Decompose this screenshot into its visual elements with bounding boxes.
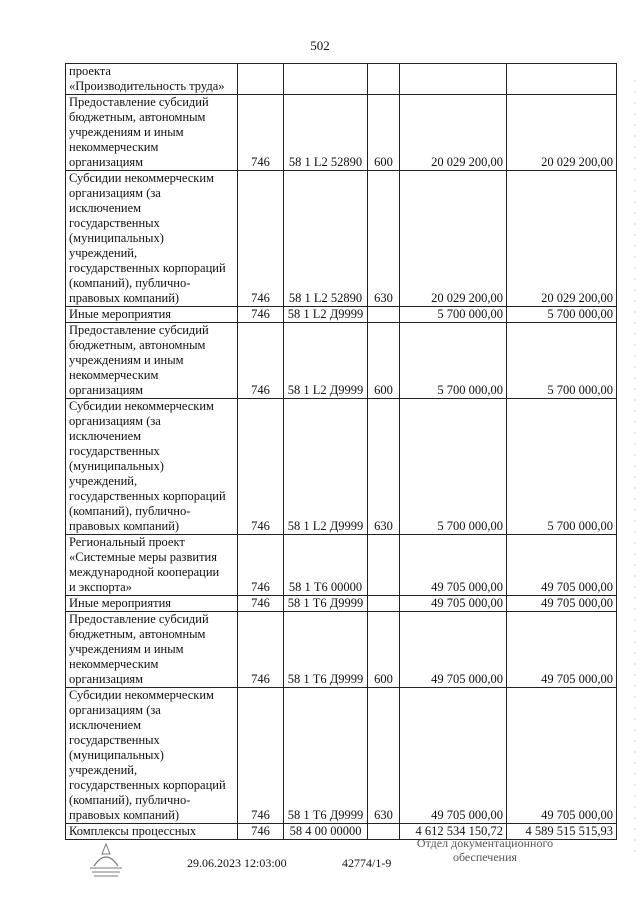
- amount-1-cell: 20 029 200,00: [400, 95, 507, 171]
- row-name-line: учреждениям и иным: [69, 125, 184, 139]
- row-name-line: «Системные меры развития: [69, 550, 217, 564]
- row-name-line: организациям (за: [69, 414, 161, 428]
- row-name-line: (муниципальных): [69, 748, 164, 762]
- target-code-cell: 58 1 L2 52890: [284, 95, 368, 171]
- target-code-cell: 58 1 Т6 00000: [284, 535, 368, 596]
- amount-1-cell: 49 705 000,00: [400, 596, 507, 612]
- table-row: [66, 399, 617, 535]
- expense-type-cell: 630: [368, 399, 400, 535]
- expense-type-cell: 630: [368, 688, 400, 824]
- table-row: [66, 95, 617, 171]
- expense-type-cell: [368, 307, 400, 323]
- row-name-line: учреждениям и иным: [69, 353, 184, 367]
- department-stamp: [390, 836, 580, 864]
- row-name-line: (компаний), публично-: [69, 504, 191, 518]
- amount-2-cell: 5 700 000,00: [507, 307, 617, 323]
- budget-table: [65, 63, 617, 840]
- expense-type-cell: 600: [368, 323, 400, 399]
- ministry-code-cell: 746: [238, 688, 284, 824]
- amount-2-cell: 5 700 000,00: [507, 399, 617, 535]
- amount-1-cell: 4 612 534 150,72: [400, 824, 507, 840]
- row-name-line: международной кооперации: [69, 565, 220, 579]
- row-name-line: Предоставление субсидий: [69, 612, 209, 626]
- ministry-code-cell: 746: [238, 612, 284, 688]
- row-name-line: некоммерческим: [69, 140, 159, 154]
- target-code-cell: 58 1 L2 Д9999: [284, 399, 368, 535]
- row-name-cell: [66, 824, 238, 840]
- amount-2-cell: 49 705 000,00: [507, 535, 617, 596]
- row-name-cell: [66, 596, 238, 612]
- row-name-line: (компаний), публично-: [69, 793, 191, 807]
- stamp-line-1: Отдел документационного: [416, 836, 554, 850]
- row-name-line: правовых компаний): [69, 291, 180, 305]
- target-code-cell: 58 1 Т6 Д9999: [284, 612, 368, 688]
- row-name-line: бюджетным, автономным: [69, 338, 206, 352]
- row-name-cell: [66, 307, 238, 323]
- row-name-line: «Производительность труда»: [69, 79, 225, 93]
- row-name-cell: [66, 323, 238, 399]
- row-name-line: некоммерческим: [69, 657, 159, 671]
- table-row: [66, 307, 617, 323]
- row-name-line: (муниципальных): [69, 231, 164, 245]
- ministry-code-cell: 746: [238, 596, 284, 612]
- table-row: [66, 596, 617, 612]
- row-name-line: Предоставление субсидий: [69, 95, 209, 109]
- amount-2-cell: 20 029 200,00: [507, 171, 617, 307]
- row-name-line: (компаний), публично-: [69, 276, 191, 290]
- amount-2-cell: 49 705 000,00: [507, 612, 617, 688]
- amount-1-cell: [400, 64, 507, 95]
- row-name-line: Субсидии некоммерческим: [69, 171, 214, 185]
- row-name-line: учреждениям и иным: [69, 642, 184, 656]
- target-code-cell: [284, 64, 368, 95]
- target-code-cell: 58 1 L2 Д9999: [284, 307, 368, 323]
- row-name-line: организациям: [69, 155, 144, 169]
- ministry-code-cell: 746: [238, 535, 284, 596]
- row-name-line: государственных: [69, 216, 160, 230]
- row-name-line: государственных корпораций: [69, 489, 226, 503]
- row-name-line: исключением: [69, 429, 142, 443]
- expense-type-cell: [368, 64, 400, 95]
- row-name-line: организациям (за: [69, 703, 161, 717]
- table-row: [66, 64, 617, 95]
- row-name-line: Иные мероприятия: [69, 307, 172, 321]
- target-code-cell: 58 1 L2 Д9999: [284, 323, 368, 399]
- ministry-code-cell: 746: [238, 307, 284, 323]
- expense-type-cell: 630: [368, 171, 400, 307]
- row-name-cell: [66, 399, 238, 535]
- row-name-line: бюджетным, автономным: [69, 110, 206, 124]
- row-name-line: Субсидии некоммерческим: [69, 399, 214, 413]
- amount-1-cell: 20 029 200,00: [400, 171, 507, 307]
- page-number: 502: [310, 38, 330, 53]
- expense-type-cell: [368, 535, 400, 596]
- row-name-line: правовых компаний): [69, 808, 180, 822]
- expense-type-cell: [368, 596, 400, 612]
- row-name-line: учреждений,: [69, 763, 138, 777]
- amount-2-cell: 49 705 000,00: [507, 596, 617, 612]
- row-name-cell: [66, 171, 238, 307]
- ministry-code-cell: 746: [238, 95, 284, 171]
- amount-1-cell: 5 700 000,00: [400, 323, 507, 399]
- row-name-line: государственных: [69, 733, 160, 747]
- footer-doc-id: 42774/1-9: [342, 856, 392, 870]
- row-name-cell: [66, 535, 238, 596]
- amount-2-cell: 49 705 000,00: [507, 688, 617, 824]
- row-name-cell: [66, 64, 238, 95]
- logo-icon: [84, 840, 128, 880]
- stamp-line-2: обеспечения: [452, 850, 518, 864]
- ministry-code-cell: 746: [238, 323, 284, 399]
- row-name-line: учреждений,: [69, 246, 138, 260]
- footer-date: 29.06.2023 12:03:00: [187, 856, 287, 870]
- ministry-code-cell: [238, 64, 284, 95]
- table-row: [66, 171, 617, 307]
- row-name-line: проекта: [69, 64, 111, 78]
- row-name-line: организациям: [69, 672, 144, 686]
- target-code-cell: 58 1 Т6 Д9999: [284, 596, 368, 612]
- row-name-cell: [66, 688, 238, 824]
- row-name-line: Предоставление субсидий: [69, 323, 209, 337]
- expense-type-cell: 600: [368, 612, 400, 688]
- amount-1-cell: 49 705 000,00: [400, 688, 507, 824]
- row-name-line: исключением: [69, 201, 142, 215]
- ministry-code-cell: 746: [238, 399, 284, 535]
- table-row: [66, 323, 617, 399]
- row-name-line: государственных корпораций: [69, 261, 226, 275]
- amount-2-cell: 5 700 000,00: [507, 323, 617, 399]
- row-name-line: Иные мероприятия: [69, 596, 172, 610]
- row-name-line: учреждений,: [69, 474, 138, 488]
- amount-1-cell: 5 700 000,00: [400, 399, 507, 535]
- row-name-line: организациям: [69, 383, 144, 397]
- target-code-cell: 58 1 Т6 Д9999: [284, 688, 368, 824]
- ministry-code-cell: 746: [238, 171, 284, 307]
- amount-1-cell: 49 705 000,00: [400, 612, 507, 688]
- table-row: [66, 612, 617, 688]
- row-name-line: и экспорта»: [69, 580, 132, 594]
- amount-2-cell: [507, 64, 617, 95]
- row-name-line: некоммерческим: [69, 368, 159, 382]
- row-name-line: организациям (за: [69, 186, 161, 200]
- row-name-cell: [66, 612, 238, 688]
- target-code-cell: 58 1 L2 52890: [284, 171, 368, 307]
- amount-1-cell: 49 705 000,00: [400, 535, 507, 596]
- target-code-cell: 58 4 00 00000: [284, 824, 368, 840]
- table-row: [66, 535, 617, 596]
- row-name-line: государственных корпораций: [69, 778, 226, 792]
- row-name-line: государственных: [69, 444, 160, 458]
- row-name-line: (муниципальных): [69, 459, 164, 473]
- row-name-line: Региональный проект: [69, 535, 185, 549]
- ministry-code-cell: 746: [238, 824, 284, 840]
- amount-1-cell: 5 700 000,00: [400, 307, 507, 323]
- table-row: [66, 688, 617, 824]
- row-name-line: Субсидии некоммерческим: [69, 688, 214, 702]
- scan-edge-marks: [632, 80, 638, 860]
- row-name-line: Комплексы процессных: [69, 824, 197, 838]
- expense-type-cell: 600: [368, 95, 400, 171]
- row-name-cell: [66, 95, 238, 171]
- amount-2-cell: 20 029 200,00: [507, 95, 617, 171]
- row-name-line: правовых компаний): [69, 519, 180, 533]
- row-name-line: бюджетным, автономным: [69, 627, 206, 641]
- amount-2-cell: 4 589 515 515,93: [507, 824, 617, 840]
- row-name-line: исключением: [69, 718, 142, 732]
